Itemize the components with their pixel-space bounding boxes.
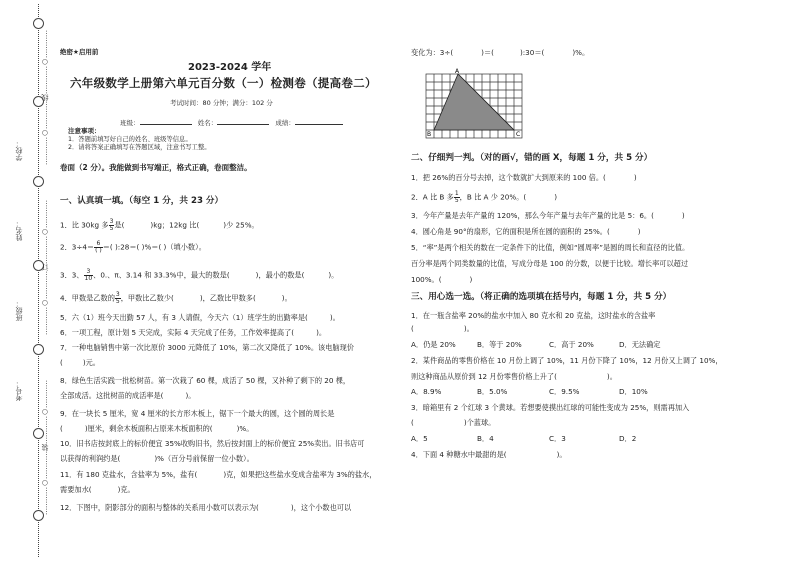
question-11-line1 — [60, 470, 376, 479]
binding-hole — [33, 344, 44, 355]
q1-text: 1．比 30kg 多 — [60, 220, 109, 230]
vertex-label-a: A — [455, 68, 460, 75]
binding-line-text: …………○…………线…………○………… — [41, 30, 49, 165]
frac-num: 3 — [109, 218, 114, 225]
q7-text: )元。 — [82, 358, 100, 367]
j1-text: 1．把 26%的百分号去掉，这个数就扩大到原来的 100 倍。( — [411, 173, 606, 182]
q4-text: ，甲数比乙数少( — [120, 293, 174, 303]
judge-3 — [411, 211, 685, 220]
j2-text: ，B 比 A 少 20%。( — [459, 192, 527, 202]
q6-text: )。 — [316, 328, 327, 337]
j4-text: 4．圆心角是 90°的扇形，它的面积是所在圆的面积的 25%。( — [411, 227, 610, 236]
option-d[interactable]: D．10% — [619, 387, 648, 396]
j3-text: ) — [681, 211, 685, 220]
c1-text: ( — [411, 324, 414, 333]
cont-text: )%。 — [572, 48, 590, 57]
q10-text: 以获得的利润约是( — [60, 454, 121, 463]
q9-text: )%。 — [236, 424, 254, 433]
q1-text: )少 25%。 — [223, 220, 259, 230]
cont-text: ):30＝( — [519, 48, 545, 57]
question-10-line1: 10．旧书店按封底上的标价便宜 35%收购旧书，然后按封面上的标价便宜 25%卖出。旧书店可 — [60, 439, 365, 448]
q1-text: )kg；12kg 比( — [150, 220, 200, 230]
judge-4 — [411, 227, 641, 236]
vertex-label-b: B — [427, 131, 432, 138]
binding-bind-text: …………○…………装…………○………… — [41, 380, 49, 515]
q3-text: )，最小的数是( — [255, 270, 305, 280]
q11-text: )克。 — [117, 485, 135, 494]
q2-fraction — [94, 241, 103, 254]
choice-3-options — [411, 434, 636, 443]
note-2: 2．请将答案正确填写在答题区域，注意书写工整。 — [68, 144, 211, 151]
score-field[interactable] — [295, 117, 343, 125]
frac-num: 1 — [454, 190, 459, 197]
question-8-line1: 8．绿色生活实践一批松树苗。第一次栽了 60 棵，成活了 50 棵，又补种了剩下的 20 棵， — [60, 376, 351, 385]
option-d[interactable]: D．2 — [619, 434, 637, 443]
title-year: 2023-2024 学年 — [188, 62, 272, 73]
q10-text: )%（百分号前保留一位小数）。 — [154, 454, 254, 463]
frac-den: 5 — [109, 225, 114, 232]
frac-num: 3 — [115, 291, 120, 298]
choice-1-line2 — [411, 324, 474, 333]
frac-den: 5 — [454, 197, 459, 204]
j2-text: ) — [554, 192, 558, 202]
choice-1-line1: 1．在一瓶含盐率 20%的盐水中加入 80 克水和 20 克盐，这时盐水的含盐率 — [411, 311, 656, 320]
judge-1 — [411, 173, 637, 182]
c3-text: )个蓝球。 — [463, 418, 496, 427]
choice-2-line2 — [411, 372, 617, 381]
c1-text: )。 — [463, 324, 474, 333]
student-info-row — [120, 117, 343, 128]
q2-text: 2．3÷4＝ — [60, 242, 95, 252]
q9-text: ( — [60, 424, 63, 433]
section1-title: 一、认真填一填。（每空 1 分，共 23 分） — [60, 196, 224, 206]
j1-text: ) — [633, 173, 637, 182]
question-8-line2 — [60, 391, 195, 400]
choice-3-line2 — [411, 418, 495, 427]
j5-text: 100%。( — [411, 275, 442, 284]
c3-text: ( — [411, 418, 414, 427]
section2-title: 二、仔细判一判。（对的画√，错的画 X，每题 1 分，共 5 分） — [411, 153, 653, 163]
q5-text: )。 — [329, 313, 340, 322]
score-label: 成绩： — [275, 119, 295, 127]
question-7-line1: 7．一种电脑销售中第一次比原价 3000 元降低了 10%，第二次又降低了 10%。该电脑现价 — [60, 343, 354, 352]
binding-name-label: 姓名： — [15, 220, 23, 241]
frac-den: 5 — [115, 298, 120, 305]
question-7-line2 — [60, 358, 100, 367]
binding-margin — [0, 0, 48, 561]
binding-school-label: 学校： — [15, 140, 23, 161]
q12-continuation — [411, 48, 589, 57]
section3-title: 三、用心选一选。（将正确的选项填在括号内，每题 1 分，共 5 分） — [411, 292, 672, 302]
question-9-line1: 9．在一块长 5 厘米，宽 4 厘米的长方形木板上，锯下一个最大的圆，这个圆的周长是 — [60, 409, 335, 418]
option-d[interactable]: D．无法确定 — [619, 340, 661, 349]
q11-text: 需要加水( — [60, 485, 92, 494]
q8-text: 全部成活。这批树苗的成活率是( — [60, 391, 164, 400]
frac-num: 6 — [94, 241, 103, 248]
binding-id-label: 考号： — [15, 380, 23, 401]
question-3 — [60, 269, 338, 282]
q7-text: ( — [60, 358, 63, 367]
option-a[interactable]: A．5 — [411, 434, 428, 443]
binding-dotted-line — [38, 4, 39, 557]
question-12 — [60, 503, 351, 512]
q4-text: )。 — [281, 293, 292, 303]
binding-hole — [33, 176, 44, 187]
name-field[interactable] — [217, 117, 269, 125]
frac-num: 3 — [84, 269, 94, 276]
cont-text: 变化为：3÷( — [411, 48, 454, 57]
question-6 — [60, 328, 326, 337]
option-c[interactable]: C．高于 20% — [549, 340, 594, 349]
question-10-line2 — [60, 454, 254, 463]
q2-text: ＝( ):28＝( )%＝( )（填小数）。 — [102, 242, 206, 252]
q3-text: 、0. — [93, 270, 108, 280]
j4-text: ) — [637, 227, 641, 236]
q6-text: 6．一项工程，原计划 5 天完成，实际 4 天完成了任务，工作效率提高了( — [60, 328, 295, 337]
question-2 — [60, 241, 206, 254]
triangle-grid-figure — [424, 68, 524, 142]
binding-class-label: 班级： — [15, 300, 23, 321]
q5-text: 5．六（1）班今天出勤 57 人，有 3 人请假，今天六（1）班学生的出勤率是( — [60, 313, 308, 322]
name-label: 姓名： — [197, 119, 218, 127]
j2-text: 2．A 比 B 多 — [411, 192, 454, 202]
q12-text: )，这个小数也可以 — [290, 503, 352, 512]
question-5 — [60, 313, 340, 322]
vertex-label-c: C — [516, 131, 521, 138]
notes-title: 注意事项： — [68, 127, 101, 135]
q4-text: 4．甲数是乙数的 — [60, 293, 115, 303]
judge-5-line2: 百分率是两个同类数量的比值，写成分母是 100 的分数，以便于比较。增长率可以超过 — [411, 259, 689, 268]
column-divider — [396, 60, 397, 560]
option-a[interactable]: A．仍是 20% — [411, 340, 456, 349]
j3-text: 3．今年产量是去年产量的 120%，那么今年产量与去年产量的比是 5：6。( — [411, 211, 654, 220]
q9-text: )厘米，剩余木板面积占原来木板面积的( — [84, 424, 213, 433]
q1-text: 是( — [114, 220, 125, 230]
j5-text: ) — [469, 275, 473, 284]
q3-text: 、π、3.14 和 33.3%中，最大的数是( — [107, 270, 230, 280]
c4-text: 4．下面 4 种糖水中最甜的是( — [411, 450, 507, 459]
binding-hole — [33, 18, 44, 29]
option-c[interactable]: C．3 — [549, 434, 566, 443]
choice-1-options — [411, 340, 660, 349]
choice-2-options — [411, 387, 648, 396]
c2-text: )。 — [606, 372, 617, 381]
class-field[interactable] — [140, 117, 192, 125]
option-b[interactable]: B．4 — [477, 434, 494, 443]
binding-order-text: …………○…………订…………○………… — [41, 200, 49, 335]
judge-2 — [411, 191, 557, 204]
q8-text: )。 — [185, 391, 196, 400]
class-label: 班级： — [120, 119, 140, 127]
exam-info: 考试时间：80 分钟；满分：102 分 — [170, 99, 273, 107]
judge-5-line3 — [411, 275, 472, 284]
q3-fraction — [84, 269, 94, 282]
question-1 — [60, 219, 259, 232]
note-1: 1．答题前填写好自己的姓名、班级等信息。 — [68, 136, 192, 143]
choice-4 — [411, 450, 567, 459]
q3-text: 3．3、 — [60, 270, 84, 280]
q11-text: 11．有 180 克盐水，含盐率为 5%，盐有( — [60, 470, 198, 479]
q4-text: )，乙数比甲数多( — [199, 293, 256, 303]
q11-text: )克，如果把这些盐水变成含盐率为 3%的盐水， — [223, 470, 377, 479]
question-4 — [60, 292, 292, 305]
neatness-note: 卷面（2 分）。我能做到书写端正，格式正确，卷面整洁。 — [60, 163, 252, 172]
frac-den: ( ) — [95, 247, 102, 254]
c2-text: 则这种商品从原价到 12 月份零售价格上升了( — [411, 372, 557, 381]
frac-den: 10 — [84, 275, 93, 282]
cont-text: )＝( — [481, 48, 494, 57]
secret-mark: 绝密★启用前 — [60, 48, 99, 56]
judge-5-line1: 5．“率”是两个相关的数在一定条件下的比值，例如“圆周率”是圆的周长和直径的比值。 — [411, 243, 690, 252]
question-11-line2 — [60, 485, 135, 494]
option-b[interactable]: B．5.0% — [477, 387, 508, 396]
option-b[interactable]: B．等于 20% — [477, 340, 522, 349]
choice-2-line1: 2．某件商品的零售价格在 10 月份上调了 10%，11 月份下降了 10%，12 月份又上调了 10%， — [411, 356, 723, 365]
page-title: 六年级数学上册第六单元百分数（一）检测卷（提高卷二） — [70, 76, 377, 90]
choice-3-line1: 3．暗箱里有 2 个红球 3 个黄球。若想要使摸出红球的可能性变成为 25%，则需再加入 — [411, 403, 690, 412]
option-a[interactable]: A．8.9% — [411, 387, 442, 396]
q12-text: 12．下图中，阴影部分的面积与整体的关系用小数可以表示为( — [60, 503, 259, 512]
c4-text: )。 — [556, 450, 567, 459]
option-c[interactable]: C．9.5% — [549, 387, 580, 396]
q3-text: )。 — [328, 270, 339, 280]
question-9-line2 — [60, 424, 253, 433]
